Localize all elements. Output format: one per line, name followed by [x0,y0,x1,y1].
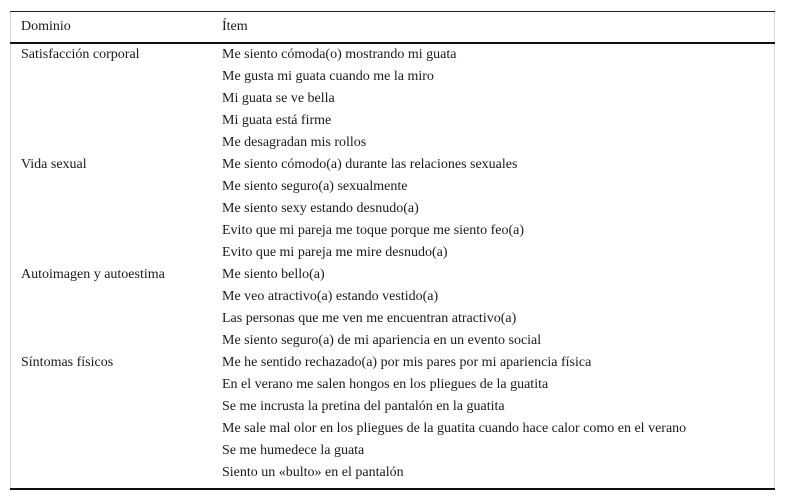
item-cell: Se me humedece la guata [222,443,365,458]
domain-cell-sintomas-fisicos: Síntomas físicos [21,355,114,370]
table-top-rule [10,11,775,12]
item-cell: Se me incrusta la pretina del pantalón en la guatita [222,399,505,414]
item-cell: Me siento seguro(a) sexualmente [222,179,408,194]
item-cell: Me siento cómodo(a) durante las relaciones sexuales [222,157,518,172]
domain-cell-autoimagen-autoestima: Autoimagen y autoestima [21,267,165,282]
item-cell: Me siento cómoda(o) mostrando mi guata [222,47,457,62]
item-cell: Me sale mal olor en los pliegues de la guatita cuando hace calor como en el verano [222,421,687,436]
item-cell: Me siento bello(a) [222,267,325,282]
item-cell: Me gusta mi guata cuando me la miro [222,69,434,84]
item-cell: Me veo atractivo(a) estando vestido(a) [222,289,439,304]
item-cell: Evito que mi pareja me mire desnudo(a) [222,245,448,260]
item-cell: Siento un «bulto» en el pantalón [222,465,404,480]
item-cell: Las personas que me ven me encuentran atractivo(a) [222,311,517,326]
domain-cell-satisfaccion-corporal: Satisfacción corporal [21,47,140,62]
item-cell: Mi guata se ve bella [222,91,335,106]
item-cell: Me siento seguro(a) de mi apariencia en un evento social [222,333,542,348]
item-cell: Me he sentido rechazado(a) por mis pares por mi apariencia física [222,355,592,370]
header-item: Ítem [222,19,248,34]
table-bottom-rule [10,488,775,490]
item-cell: En el verano me salen hongos en los pliegues de la guatita [222,377,549,392]
item-cell: Me desagradan mis rollos [222,135,367,150]
item-cell: Mi guata está firme [222,113,332,128]
domain-cell-vida-sexual: Vida sexual [21,157,87,172]
header-domain: Dominio [21,19,71,34]
item-cell: Me siento sexy estando desnudo(a) [222,201,419,216]
item-cell: Evito que mi pareja me toque porque me siento feo(a) [222,223,525,238]
